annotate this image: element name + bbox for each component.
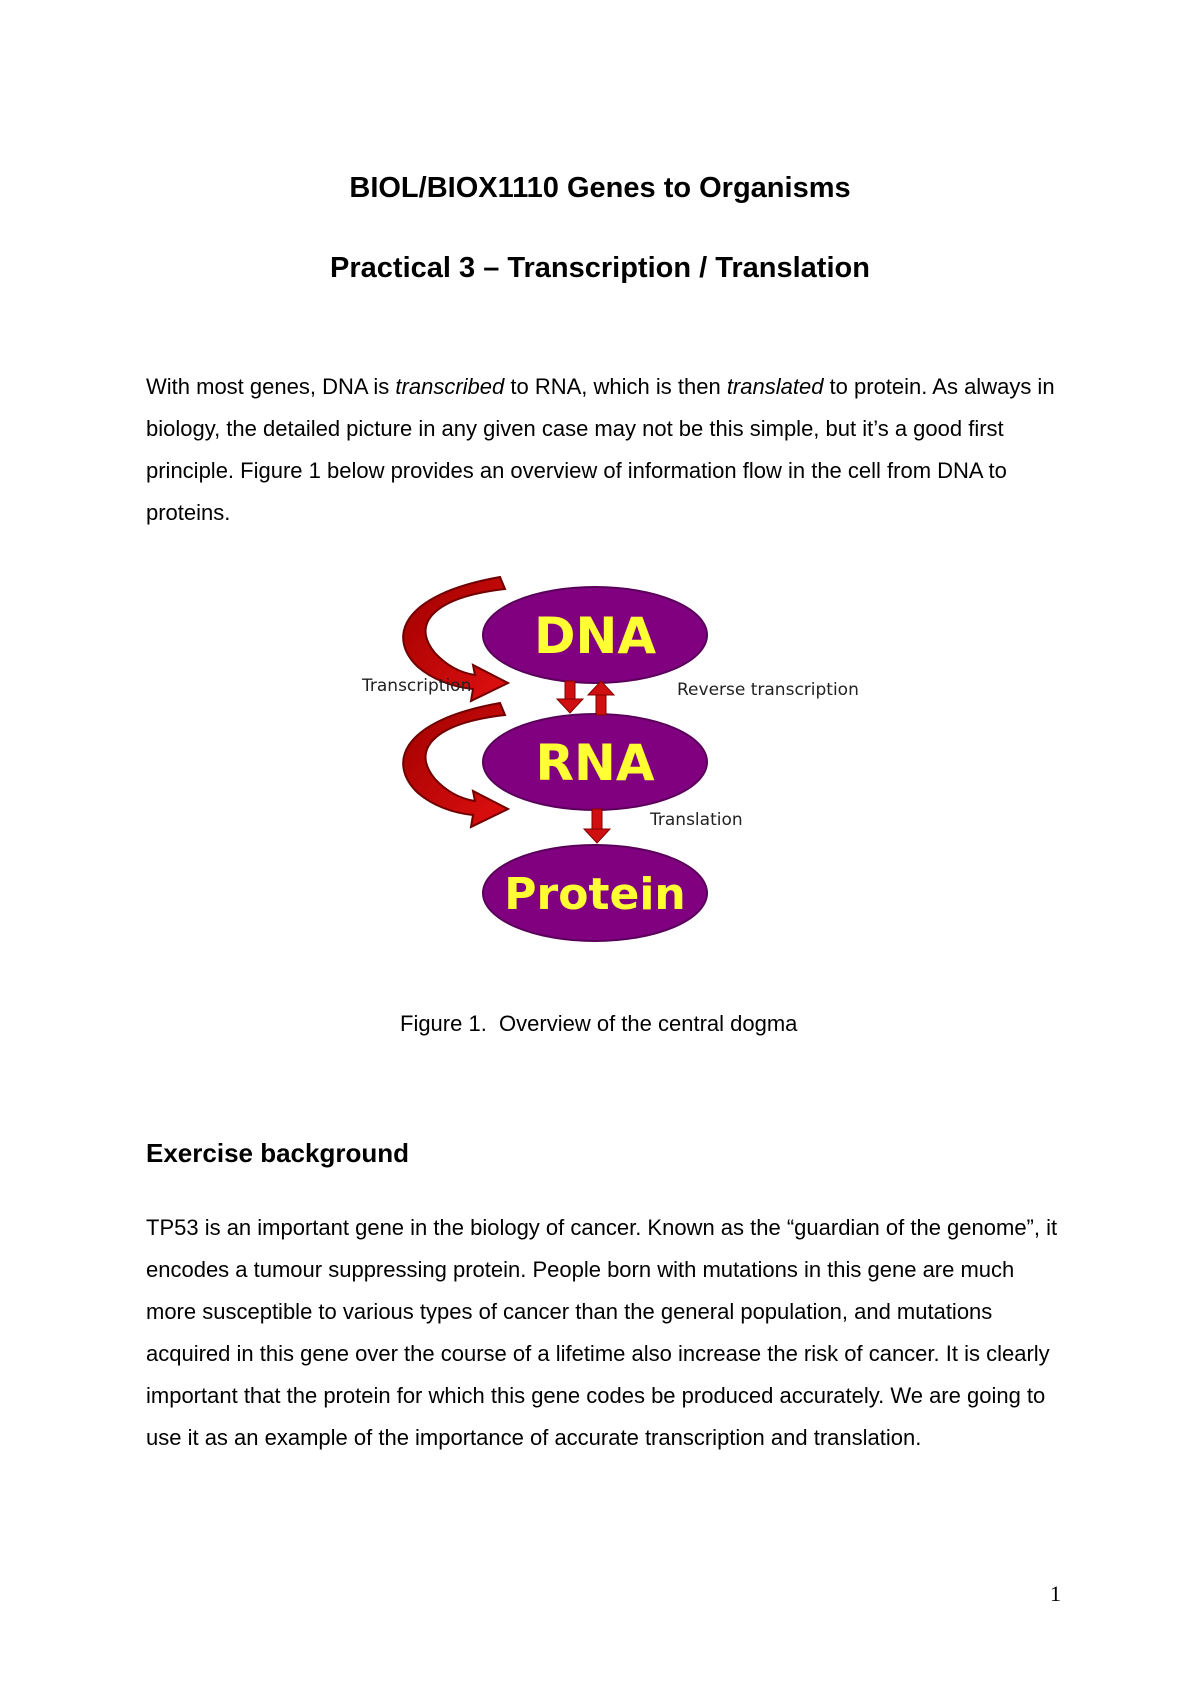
section-heading: Exercise background — [146, 1138, 409, 1168]
protein-label: Protein — [504, 869, 686, 920]
intro-text: to protein. As always in biology, the detailed picture in any given case may not be this simple, but it’s a good first principle. Figure 1 below provides an overview of information flow in the cell from DNA to proteins. — [146, 374, 1055, 525]
rna-label: RNA — [535, 734, 655, 792]
exercise-background-paragraph: TP53 is an important gene in the biology of cancer. Known as the “guardian of the genome”, it encodes a tumour suppressing protein. People born with mutations in this gene are much more susceptible to various types of cancer than the general population, and mutations acquired in this gene over the course of a lifetime also increase the risk of cancer. It is clearly important that the protein for which this gene codes be produced accurately. We are going to use it as an example of the importance of accurate transcription and translation. — [146, 1215, 1058, 1450]
reverse-transcription-label: Reverse transcription — [677, 680, 859, 700]
transcription-label: Transcription — [362, 676, 472, 696]
transcription-arrow — [557, 681, 583, 713]
translation-arrow — [584, 809, 610, 843]
intro-emphasis-transcribed: transcribed — [395, 374, 505, 399]
intro-paragraph — [146, 366, 1066, 534]
dna-label: DNA — [533, 607, 657, 665]
reverse-transcription-arrow — [588, 681, 614, 715]
intro-text: With most genes, DNA is — [146, 374, 396, 399]
page-number: 1 — [1050, 1581, 1061, 1606]
document-title: BIOL/BIOX1110 Genes to Organisms — [349, 172, 851, 204]
intro-emphasis-translated: translated — [726, 374, 824, 399]
central-dogma-diagram — [340, 575, 900, 950]
figure-caption: Figure 1. Overview of the central dogma — [400, 1011, 798, 1036]
translation-label: Translation — [650, 810, 743, 830]
practical-title: Practical 3 – Transcription / Translation — [330, 252, 870, 284]
intro-text: to RNA, which is then — [504, 374, 727, 399]
